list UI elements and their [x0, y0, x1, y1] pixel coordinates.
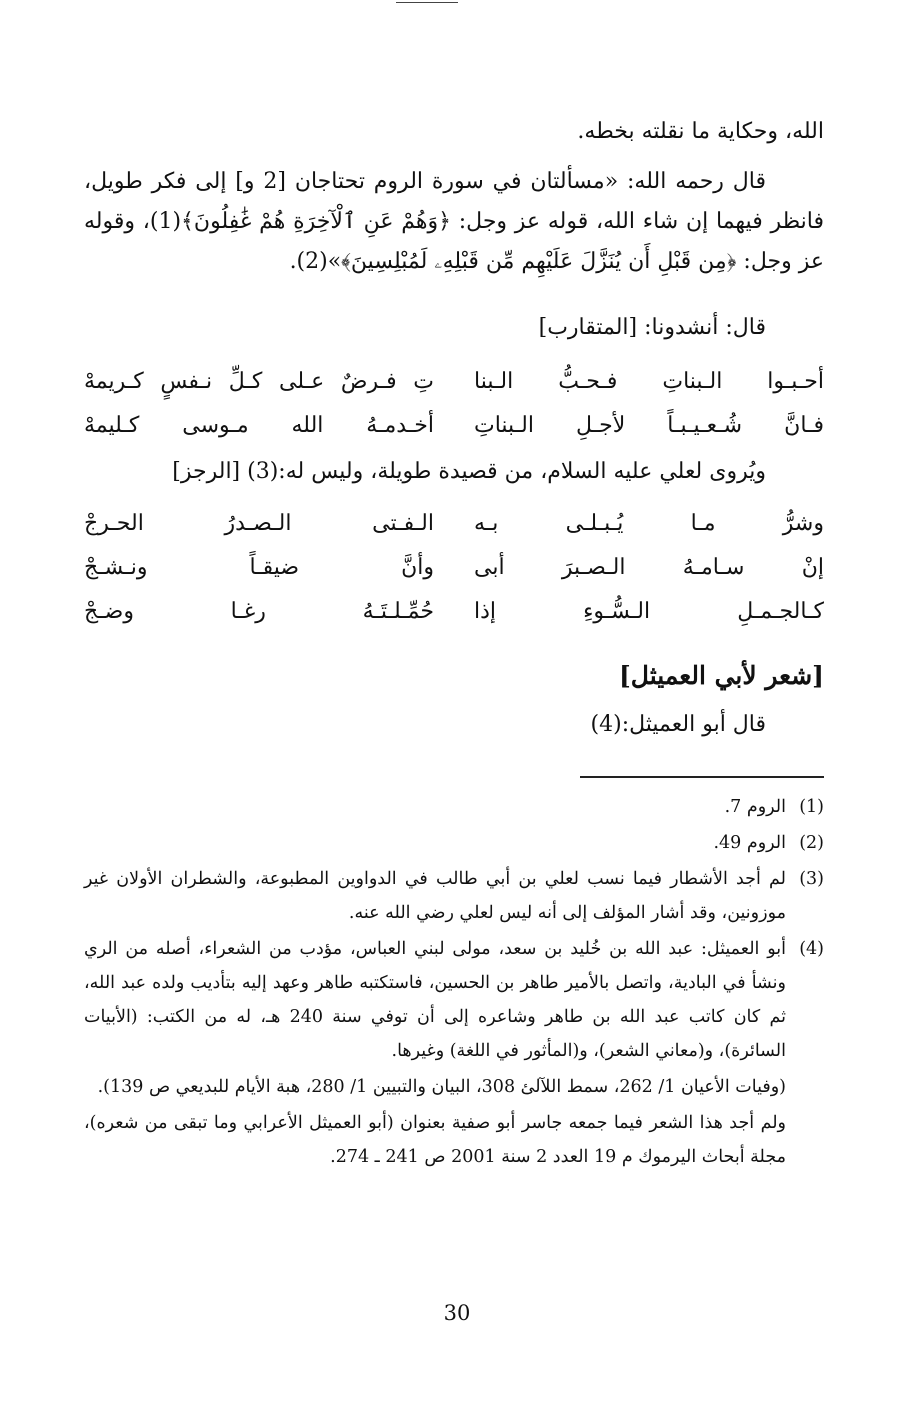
top-rule [396, 2, 458, 3]
footnote-item [84, 826, 824, 860]
poem-verse [84, 360, 824, 404]
page-number: 30 [443, 1301, 471, 1325]
poem-verse [84, 404, 824, 448]
poem-verse [84, 546, 824, 590]
footnote-text: أبو العميثل: عبد الله بن خُليد بن سعد، مولى لبني العباس، مؤدب من الشعراء، أصله من الري ونشأ في البادية، واتصل بالأمير طاهر بن الحسين، فاستكتبه طاهر وعهد إليه بتأديب ولده عبد الله، ثم كان كاتب عبد الله بن طاهر وشاعره إلى أن توفي سنة 240 هـ، له من الكتب: (الأبيات السائرة)، و(معاني الشعر)، و(المأثور في اللغة) وغيرها. [84, 939, 786, 1061]
verse-first-hemistich: كـالجـمـلِ الـسُّـوءِ إذا [474, 599, 824, 624]
poem-verse [84, 502, 824, 546]
footnote-text: الروم 7. [724, 797, 786, 817]
verse-second-hemistich: أخـدمـهُ الله مـوسى كـليمهْ [84, 413, 434, 438]
footnotes [84, 790, 824, 1176]
verse-first-hemistich: وشرُّ مـا يُـبـلـى بـه [474, 511, 824, 536]
footnote-text: لم أجد الأشطار فيما نسب لعلي بن أبي طالب في الدواوين المطبوعة، والشطران الأولان غير موزونين، وقد أشار المؤلف إلى أنه ليس لعلي رضي الله عنه. [84, 869, 786, 923]
verse-second-hemistich: حُمِّـلـتَـهُ رغـا وضـجْ [84, 599, 434, 624]
footnote-continuation: (وفيات الأعيان 1/ 262، سمط اللآلئ 308، البيان والتبيين 1/ 280، هبة الأيام للبديعي ص 139). [97, 1077, 786, 1097]
verse-second-hemistich: وأنَّ ضيقـاً ونـشـجْ [84, 555, 434, 580]
paragraph-quote: قال رحمه الله: «مسألتان في سورة الروم تحتاجان [2 و] إلى فكر طويل، فانظر فيهما إن شاء الله، قوله عز وجل: ﴿وَهُمْ عَنِ ٱلْآخِرَةِ هُمْ غَٰفِلُونَ﴾(1)، وقوله عز وجل: ﴿مِن قَبْلِ أَن يُنَزَّلَ عَلَيْهِم مِّن قَبْلِهِۦ لَمُبْلِسِينَ﴾»(2). [84, 169, 824, 274]
footnote-text: الروم 49. [713, 833, 786, 853]
paragraph-attribution: ويُروى لعلي عليه السلام، من قصيدة طويلة، وليس له:(3) [الرجز] [172, 459, 766, 484]
paragraph-continuation: الله، وحكاية ما نقلته بخطه. [577, 119, 824, 144]
verse-second-hemistich: تِ فـرضٌ عـلى كـلِّ نـفسٍ كـريمهْ [84, 369, 434, 394]
verse-first-hemistich: فـانَّ شُـعـيـبـاً لأجـلِ الـبناتِ [474, 413, 824, 438]
footnote-number: (1) [799, 797, 824, 817]
footnote-item [84, 790, 824, 824]
footnote-number: (3) [799, 869, 824, 889]
footnote-item [84, 932, 824, 1068]
footnote-continuation: ولم أجد هذا الشعر فيما جمعه جاسر أبو صفية بعنوان (أبو العميثل الأعرابي وما تبقى من شعره)، مجلة أبحاث اليرموك م 19 العدد 2 سنة 2001 ص 241 ـ 274. [84, 1113, 786, 1167]
poem-verse [84, 590, 824, 634]
footnote-number: (2) [799, 833, 824, 853]
verse-first-hemistich: إنْ سـامـهُ الـصـبرَ أبى [474, 555, 824, 580]
paragraph-recitation-intro: قال: أنشدونا: [المتقارب] [538, 315, 766, 340]
section-heading: [شعر لأبي العميثل] [618, 661, 824, 690]
verse-second-hemistich: الـفـتى الـصـدرُ الحـرجْ [84, 511, 434, 536]
footnote-item [84, 862, 824, 930]
verse-first-hemistich: أحـبـوا الـبناتِ فـحـبُّ الـبنا [474, 369, 824, 394]
poem-mutaqarib [84, 360, 824, 448]
poem-rajaz [84, 502, 824, 634]
footnote-separator [580, 776, 824, 778]
footnote-number: (4) [799, 939, 824, 959]
paragraph-abu-al-umaythil: قال أبو العميثل:(4) [590, 712, 766, 737]
